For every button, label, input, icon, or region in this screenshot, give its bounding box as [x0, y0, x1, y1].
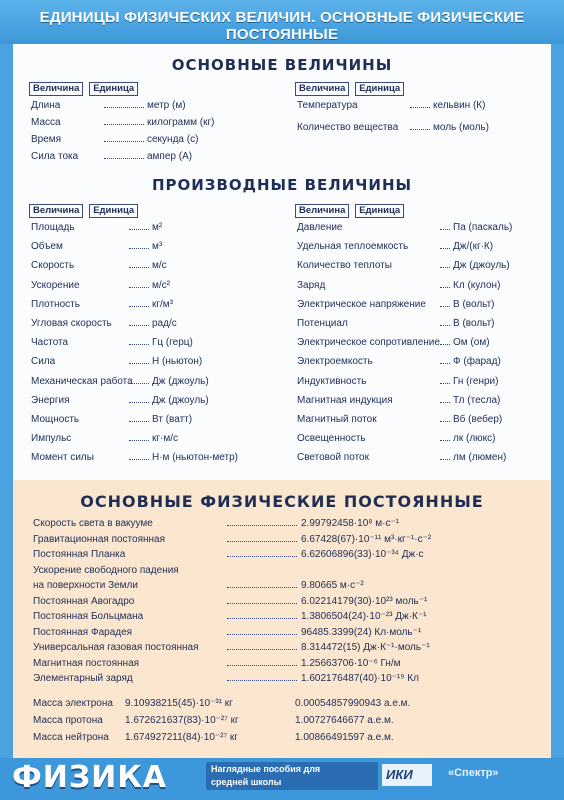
derived-left-header-quantity: Величина	[29, 204, 83, 218]
units-section	[13, 44, 551, 480]
quantity-unit: кг/м³	[152, 298, 174, 310]
quantity-unit: В (вольт)	[453, 318, 495, 329]
mass-value-kg: 9.10938215(45)·10⁻³¹ кг	[125, 698, 233, 709]
quantity-row	[297, 376, 498, 388]
quantity-row	[297, 433, 495, 445]
constant-row	[33, 549, 424, 561]
constant-name: Гравитационная постоянная	[33, 533, 166, 545]
quantity-row	[31, 376, 209, 388]
derived-quantities-title: ПРОИЗВОДНЫЕ ВЕЛИЧИНЫ	[151, 176, 413, 194]
quantity-row	[31, 433, 178, 445]
quantity-unit: Вт (ватт)	[152, 414, 193, 425]
leader-dots	[104, 157, 144, 159]
quantity-row	[31, 299, 173, 311]
mass-value-amu: 0.00054857990943 а.е.м.	[295, 698, 411, 709]
constant-value: 9.80665 м·с⁻²	[301, 580, 364, 591]
quantity-row	[297, 318, 495, 330]
quantity-unit: Кл (кулон)	[453, 279, 501, 291]
quantity-name: Сила тока	[31, 151, 79, 162]
leader-dots	[440, 228, 450, 230]
quantity-row	[297, 241, 493, 253]
quantity-unit: Ом (ом)	[453, 337, 490, 349]
base-left-header-quantity: Величина	[29, 82, 83, 96]
base-right-header-quantity: Величина	[295, 82, 349, 96]
constant-value: 2.99792458·10⁸ м·с⁻¹	[301, 518, 400, 529]
constant-name: Постоянная Больцмана	[33, 611, 144, 622]
leader-dots	[129, 266, 149, 268]
constant-name: Универсальная газовая постоянная	[33, 642, 199, 653]
constant-row	[33, 658, 401, 670]
leader-dots	[440, 382, 450, 384]
leader-dots	[129, 362, 149, 364]
constant-value: 8.314472(15) Дж·К⁻¹·моль⁻¹	[301, 642, 430, 653]
quantity-name: Заряд	[297, 279, 326, 291]
leader-dots	[129, 305, 149, 307]
quantity-row	[31, 151, 192, 163]
constant-name: на поверхности Земли	[33, 580, 138, 591]
quantity-row	[31, 260, 167, 272]
constant-value: 1.25663706·10⁻⁶ Гн/м	[301, 657, 401, 669]
quantity-name: Скорость	[31, 260, 75, 272]
leader-dots	[227, 541, 297, 542]
derived-left-header-unit: Единица	[89, 204, 138, 218]
leader-dots	[410, 106, 430, 108]
leader-dots	[440, 362, 450, 364]
leader-dots	[227, 556, 297, 557]
leader-dots	[440, 343, 450, 345]
quantity-row	[297, 100, 485, 112]
quantity-unit: Гн (генри)	[453, 375, 499, 387]
quantity-unit: ампер (А)	[147, 151, 193, 162]
leader-dots	[129, 324, 149, 326]
quantity-unit: лк (люкс)	[453, 433, 496, 445]
quantity-row	[31, 395, 209, 407]
quantity-unit: Дж (джоуль)	[152, 375, 209, 387]
quantity-unit: м²	[152, 222, 163, 233]
leader-dots	[227, 525, 297, 526]
quantity-name: Объем	[31, 241, 63, 253]
leader-dots	[227, 665, 297, 666]
publisher-logo: ИКИ	[382, 764, 432, 786]
quantity-unit: Па (паскаль)	[453, 222, 513, 233]
leader-dots	[440, 305, 450, 307]
leader-dots	[227, 680, 297, 681]
quantity-row	[31, 452, 238, 464]
quantity-name: Освещенность	[297, 433, 366, 445]
constant-row	[33, 534, 431, 546]
constant-value: 1.602176487(40)·10⁻¹⁹ Кл	[301, 673, 419, 684]
mass-value-kg: 1.672621637(83)·10⁻²⁷ кг	[125, 715, 239, 726]
leader-dots	[129, 439, 149, 441]
quantity-name: Мощность	[31, 414, 80, 425]
constant-value: 96485.3399(24) Кл·моль⁻¹	[301, 626, 422, 638]
leader-dots	[129, 286, 149, 288]
quantity-name: Импульс	[31, 433, 72, 445]
constant-name: Элементарный заряд	[33, 673, 133, 684]
leader-dots	[104, 140, 144, 142]
quantity-unit: м/с	[152, 260, 167, 272]
quantity-name: Потенциал	[297, 318, 348, 329]
quantity-name: Электрическое сопротивление	[297, 337, 440, 349]
quantity-name: Частота	[31, 337, 69, 349]
base-left-header	[29, 82, 141, 96]
quantity-row	[31, 100, 186, 112]
quantity-name: Температура	[297, 100, 358, 111]
quantity-unit: моль (моль)	[433, 122, 489, 133]
mass-value-amu: 1.00866491597 а.е.м.	[295, 732, 394, 743]
base-right-header-unit: Единица	[355, 82, 404, 96]
quantity-row	[297, 280, 500, 292]
quantity-unit: кг·м/с	[152, 433, 179, 445]
constant-value: 6.02214179(30)·10²³ моль⁻¹	[301, 595, 428, 607]
constant-row	[33, 518, 399, 530]
constant-name: Постоянная Авогадро	[33, 595, 135, 607]
publisher-name: «Спектр»	[448, 767, 499, 779]
quantity-name: Площадь	[31, 222, 75, 233]
quantity-row	[297, 337, 490, 349]
constants-section	[13, 480, 551, 758]
quantity-unit: Вб (вебер)	[453, 414, 503, 425]
leader-dots	[129, 343, 149, 345]
leader-dots	[440, 286, 450, 288]
quantity-unit: м³	[152, 241, 163, 253]
derived-right-header-quantity: Величина	[295, 204, 349, 218]
derived-left-header	[29, 204, 141, 218]
series-line-2: средней школы	[211, 777, 282, 787]
quantity-row	[31, 414, 192, 426]
quantity-name: Давление	[297, 222, 343, 233]
base-right-header	[295, 82, 407, 96]
quantity-unit: Тл (тесла)	[453, 394, 501, 406]
quantity-unit: рад/с	[152, 318, 177, 329]
quantity-name: Масса	[31, 117, 61, 128]
quantity-row	[297, 122, 489, 134]
poster-header	[0, 0, 564, 44]
constant-row	[33, 596, 427, 608]
leader-dots	[227, 587, 297, 588]
leader-dots	[104, 123, 144, 125]
leader-dots	[129, 420, 149, 422]
leader-dots	[227, 618, 297, 619]
constants-title: ОСНОВНЫЕ ФИЗИЧЕСКИЕ ПОСТОЯННЫЕ	[80, 492, 484, 511]
constant-row	[33, 565, 301, 577]
quantity-name: Количество теплоты	[297, 260, 392, 272]
quantity-unit: Ф (фарад)	[453, 356, 501, 368]
quantity-name: Магнитный поток	[297, 414, 377, 425]
quantity-unit: м/с²	[152, 279, 170, 291]
quantity-row	[31, 241, 162, 253]
quantity-unit: Дж (джоуль)	[453, 260, 510, 272]
leader-dots	[104, 106, 144, 108]
leader-dots	[227, 649, 297, 650]
leader-dots	[440, 439, 450, 441]
leader-dots	[129, 247, 149, 249]
quantity-row	[297, 452, 506, 464]
quantity-unit: Н (ньютон)	[152, 356, 203, 368]
constant-row	[33, 627, 421, 639]
leader-dots	[440, 266, 450, 268]
brand-title: ФИЗИКА	[12, 760, 168, 795]
quantity-unit: кельвин (К)	[433, 100, 486, 111]
constant-name: Ускорение свободного падения	[33, 564, 179, 576]
constant-name: Магнитная постоянная	[33, 657, 140, 669]
mass-row	[33, 698, 410, 710]
series-line-1: Наглядные пособия для	[211, 764, 321, 774]
quantity-row	[31, 117, 214, 129]
quantity-name: Электрическое напряжение	[297, 298, 426, 310]
constant-name: Постоянная Фарадея	[33, 626, 133, 638]
constant-value: 1.3806504(24)·10⁻²³ Дж·К⁻¹	[301, 611, 427, 622]
leader-dots	[227, 603, 297, 604]
quantity-name: Световой поток	[297, 452, 369, 464]
leader-dots	[129, 401, 149, 403]
leader-dots	[440, 401, 450, 403]
quantity-name: Индуктивность	[297, 375, 367, 387]
mass-row	[33, 732, 394, 744]
leader-dots	[440, 324, 450, 326]
quantity-name: Ускорение	[31, 279, 80, 291]
quantity-unit: В (вольт)	[453, 298, 495, 310]
quantity-unit: Дж/(кг·К)	[453, 241, 494, 253]
base-left-header-unit: Единица	[89, 82, 138, 96]
constant-value: 6.67428(67)·10⁻¹¹ м³·кг⁻¹·с⁻²	[301, 533, 432, 545]
quantity-name: Удельная теплоемкость	[297, 241, 409, 253]
mass-value-amu: 1.00727646677 а.е.м.	[295, 715, 394, 726]
quantity-name: Количество вещества	[297, 122, 399, 133]
quantity-name: Момент силы	[31, 452, 94, 464]
quantity-name: Электроемкость	[297, 356, 373, 368]
quantity-row	[297, 260, 510, 272]
leader-dots	[227, 634, 297, 635]
constant-value: 6.62606896(33)·10⁻³⁴ Дж·с	[301, 549, 424, 560]
quantity-name: Время	[31, 134, 62, 145]
quantity-name: Длина	[31, 100, 61, 111]
mass-name: Масса нейтрона	[33, 732, 109, 743]
quantity-name: Сила	[31, 356, 56, 368]
quantity-name: Магнитная индукция	[297, 394, 393, 406]
quantity-unit: метр (м)	[147, 100, 186, 111]
quantity-row	[31, 222, 162, 234]
mass-name: Масса электрона	[33, 698, 113, 709]
derived-right-header	[295, 204, 407, 218]
quantity-name: Энергия	[31, 394, 70, 406]
mass-row	[33, 715, 394, 727]
quantity-row	[31, 134, 198, 146]
constant-row	[33, 580, 364, 592]
quantity-unit: килограмм (кг)	[147, 117, 215, 128]
leader-dots	[440, 420, 450, 422]
leader-dots	[129, 458, 149, 460]
quantity-row	[297, 356, 501, 368]
quantity-unit: Н·м (ньютон-метр)	[152, 452, 239, 464]
quantity-row	[297, 299, 495, 311]
quantity-unit: лм (люмен)	[453, 452, 507, 464]
quantity-row	[31, 356, 202, 368]
quantity-unit: Гц (герц)	[152, 337, 193, 349]
leader-dots	[440, 247, 450, 249]
constant-row	[33, 611, 426, 623]
quantity-row	[297, 414, 502, 426]
base-quantities-title: ОСНОВНЫЕ ВЕЛИЧИНЫ	[171, 56, 393, 74]
quantity-row	[297, 222, 512, 234]
quantity-unit: Дж (джоуль)	[152, 394, 209, 406]
quantity-name: Механическая работа	[31, 375, 133, 387]
series-banner	[206, 762, 378, 790]
poster-title: ЕДИНИЦЫ ФИЗИЧЕСКИХ ВЕЛИЧИН. ОСНОВНЫЕ ФИЗИЧЕСКИЕ ПОСТОЯННЫЕ	[39, 9, 525, 43]
leader-dots	[129, 382, 149, 384]
constant-row	[33, 642, 430, 654]
leader-dots	[410, 128, 430, 130]
derived-right-header-unit: Единица	[355, 204, 404, 218]
quantity-row	[31, 280, 170, 292]
constant-name: Постоянная Планка	[33, 549, 126, 560]
mass-name: Масса протона	[33, 715, 103, 726]
quantity-name: Плотность	[31, 298, 80, 310]
leader-dots	[129, 228, 149, 230]
quantity-unit: секунда (с)	[147, 134, 199, 145]
constant-row	[33, 673, 419, 685]
quantity-row	[31, 318, 177, 330]
constant-name: Скорость света в вакууме	[33, 518, 153, 529]
quantity-name: Угловая скорость	[31, 318, 112, 329]
quantity-row	[297, 395, 500, 407]
quantity-row	[31, 337, 193, 349]
mass-value-kg: 1.674927211(84)·10⁻²⁷ кг	[125, 732, 238, 743]
leader-dots	[440, 458, 450, 460]
